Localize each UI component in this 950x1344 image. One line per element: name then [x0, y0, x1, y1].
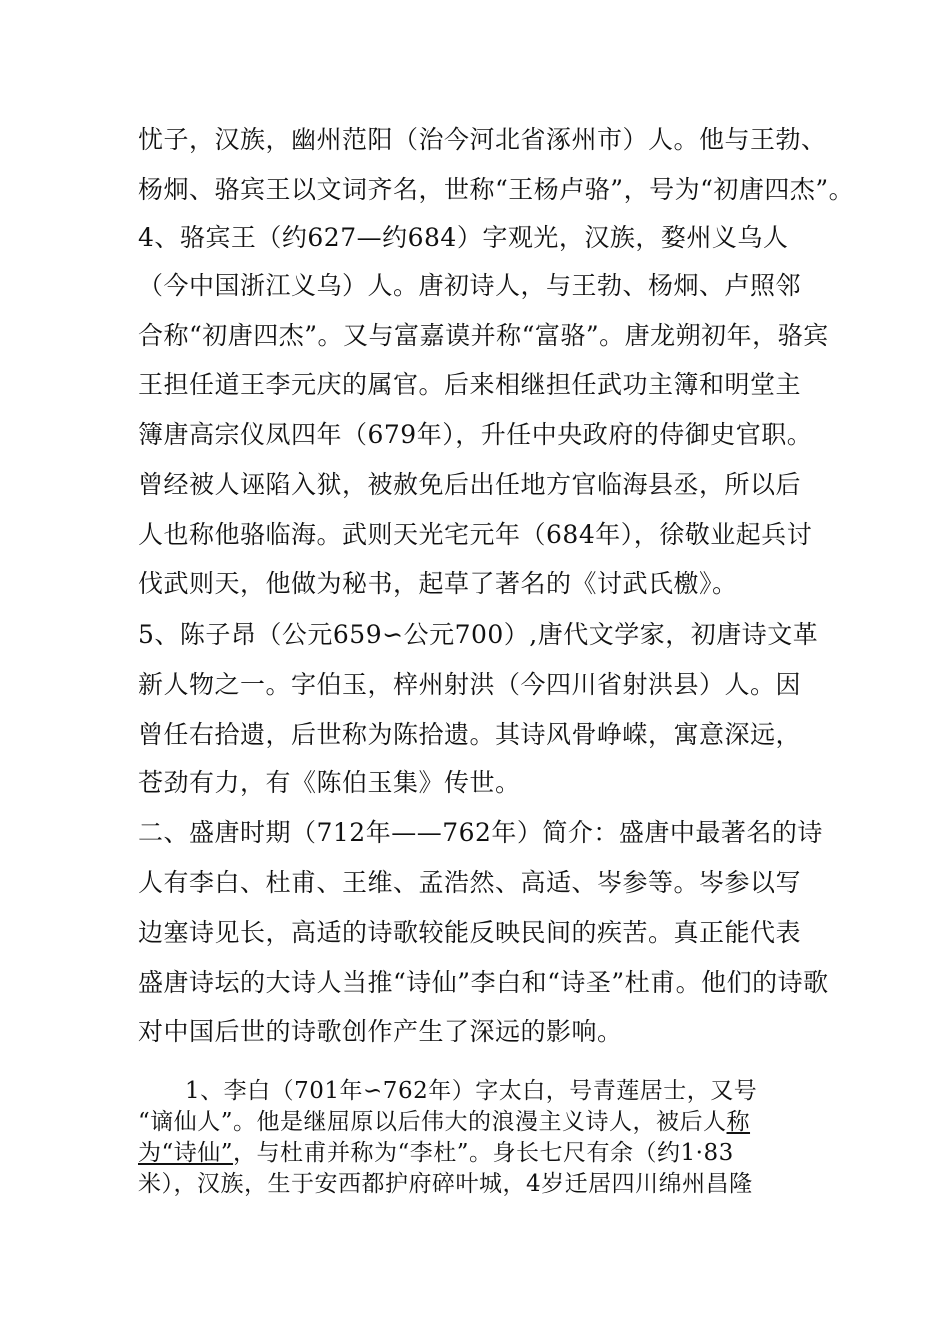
text-line-16: 人有李白、杜甫、王维、孟浩然、高适、岑参等。岑参以写	[138, 868, 802, 897]
text-line-5: 合称“初唐四杰”。又与富嘉谟并称“富骆”。唐龙朔初年，骆宾	[138, 321, 829, 350]
li-bai-line-3-text: ，与杜甫并称为“李杜”。身长七尺有余（约1·83	[233, 1140, 734, 1166]
text-line-2: 杨炯、骆宾王以文词齐名，世称“王杨卢骆”，号为“初唐四杰”。	[138, 175, 855, 204]
text-line-8: 曾经被人诬陷入狱，被赦免后出任地方官临海县丞，所以后	[138, 470, 802, 499]
text-line-3: 4、骆宾王（约627—约684）字观光，汉族，婺州义乌人	[138, 223, 789, 252]
li-bai-line-2	[138, 1106, 838, 1138]
text-line-17: 边塞诗见长，高适的诗歌较能反映民间的疾苦。真正能代表	[138, 918, 802, 947]
text-line-18: 盛唐诗坛的大诗人当推“诗仙”李白和“诗圣”杜甫。他们的诗歌	[138, 968, 829, 997]
text-line-9: 人也称他骆临海。武则天光宅元年（684年），徐敬业起兵讨	[138, 520, 813, 549]
underlined-text: 称	[726, 1109, 751, 1135]
text-line-10: 伐武则天，他做为秘书，起草了著名的《讨武氏檄》。	[138, 569, 738, 598]
text-line-14: 苍劲有力，有《陈伯玉集》传世。	[138, 768, 521, 797]
li-bai-line-3	[138, 1137, 838, 1169]
text-line-13: 曾任右拾遗，后世称为陈拾遗。其诗风骨峥嵘，寓意深远，	[138, 720, 802, 749]
li-bai-line-4: 米），汉族，生于安西都护府碎叶城，4岁迁居四川绵州昌隆	[138, 1171, 753, 1197]
text-line-15: 二、盛唐时期（712年——762年）简介：盛唐中最著名的诗	[138, 818, 823, 847]
underlined-text: 为“诗仙”	[138, 1140, 234, 1166]
li-bai-line-2-text: “谪仙人”。他是继屈原以后伟大的浪漫主义诗人，被后人	[138, 1109, 727, 1135]
text-line-12: 新人物之一。字伯玉，梓州射洪（今四川省射洪县）人。因	[138, 670, 802, 699]
li-bai-line-1: 1、李白（701年∽762年）字太白，号青莲居士，又号	[138, 1078, 758, 1104]
text-line-19: 对中国后世的诗歌创作产生了深远的影响。	[138, 1017, 623, 1046]
text-line-11: 5、陈子昂（公元659∽公元700）,唐代文学家，初唐诗文革	[138, 620, 819, 649]
text-line-6: 王担任道王李元庆的属官。后来相继担任武功主簿和明堂主	[138, 370, 802, 399]
text-line-4: （今中国浙江义乌）人。唐初诗人，与王勃、杨炯、卢照邻	[138, 271, 802, 300]
text-line-1: 忧子，汉族，幽州范阳（治今河北省涿州市）人。他与王勃、	[138, 125, 827, 154]
text-line-7: 簿唐高宗仪凤四年（679年），升任中央政府的侍御史官职。	[138, 420, 813, 449]
